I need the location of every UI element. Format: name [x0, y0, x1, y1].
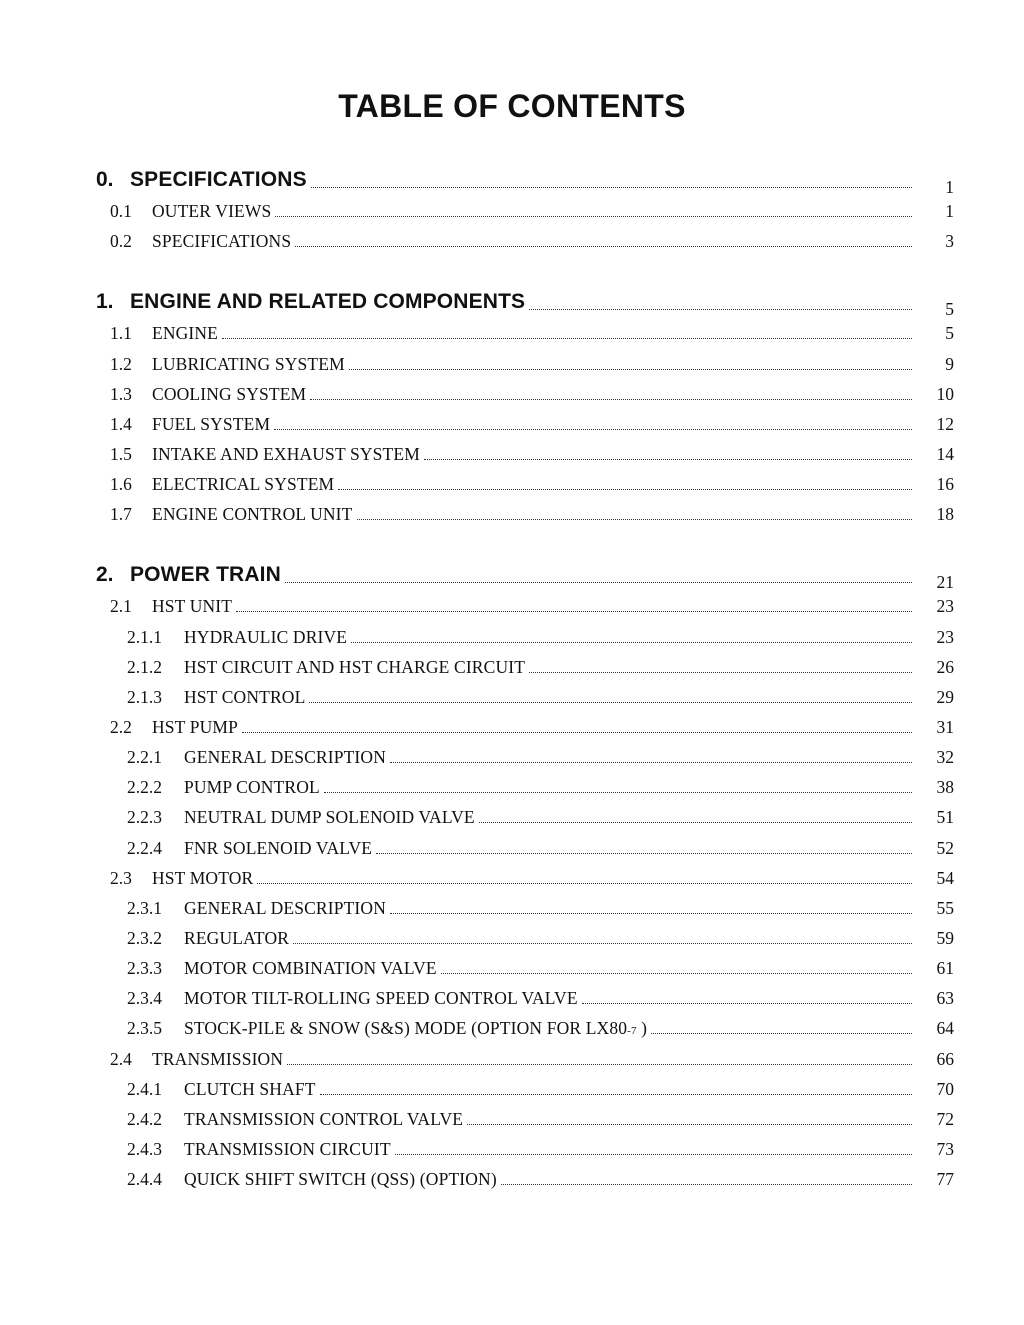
entry-page-number: 73 — [936, 1138, 954, 1159]
dot-leader — [582, 1003, 912, 1004]
toc-chapter-entry[interactable] — [96, 284, 954, 320]
dot-leader — [424, 459, 912, 460]
entry-page-number: 72 — [936, 1108, 954, 1129]
dot-leader — [309, 702, 912, 703]
entry-number: 2.4 — [110, 1048, 132, 1069]
entry-number: 1.3 — [110, 383, 132, 404]
entry-number: 2.2.4 — [127, 837, 162, 858]
dot-leader — [236, 611, 912, 612]
toc-section-entry[interactable] — [96, 465, 954, 495]
entry-number: 2.3.4 — [127, 988, 162, 1009]
entry-page-number: 1 — [945, 201, 954, 222]
entry-page-number: 12 — [936, 413, 954, 434]
entry-page-number: 10 — [936, 383, 954, 404]
entry-page-number: 5 — [945, 323, 954, 344]
entry-number: 2.1.3 — [127, 686, 162, 707]
entry-page-number: 5 — [945, 299, 954, 320]
toc-section-entry[interactable] — [96, 859, 954, 889]
entry-label: OUTER VIEWS — [152, 201, 272, 222]
entry-number: 2.3.1 — [127, 897, 162, 918]
entry-number: 2.4.4 — [127, 1169, 162, 1190]
entry-page-number: 29 — [936, 686, 954, 707]
entry-page-number: 18 — [936, 504, 954, 525]
toc-subsection-entry[interactable] — [96, 889, 954, 919]
toc-section-entry[interactable] — [96, 435, 954, 465]
entry-number: 2.4.1 — [127, 1078, 162, 1099]
toc-subsection-entry[interactable] — [96, 1130, 954, 1160]
entry-number: 1.6 — [110, 474, 132, 495]
entry-number: 0. — [96, 168, 114, 191]
entry-number: 1.7 — [110, 504, 132, 525]
entry-label: HYDRAULIC DRIVE — [184, 626, 348, 647]
toc-chapter-entry[interactable] — [96, 557, 954, 593]
dot-leader — [501, 1184, 912, 1185]
dot-leader — [338, 489, 912, 490]
entry-label: FUEL SYSTEM — [152, 413, 271, 434]
entry-label: ENGINE — [152, 323, 219, 344]
entry-label: REGULATOR — [184, 927, 290, 948]
entry-number: 2. — [96, 563, 114, 587]
toc-section-entry[interactable] — [96, 192, 954, 222]
entry-page-number: 61 — [936, 958, 954, 979]
dot-leader — [351, 642, 912, 643]
entry-page-number: 64 — [936, 1018, 954, 1039]
toc-section-1 — [96, 284, 954, 525]
entry-label: HST MOTOR — [152, 867, 254, 888]
toc-subsection-entry[interactable] — [96, 617, 954, 647]
toc-subsection-entry[interactable] — [96, 768, 954, 798]
entry-number: 2.3.3 — [127, 958, 162, 979]
dot-leader — [320, 1094, 912, 1095]
entry-label: HST UNIT — [152, 596, 233, 617]
entry-number: 1.2 — [110, 353, 132, 374]
entry-label: ELECTRICAL SYSTEM — [152, 474, 335, 495]
entry-page-number: 3 — [945, 231, 954, 252]
entry-page-number: 38 — [936, 777, 954, 798]
entry-page-number: 23 — [936, 626, 954, 647]
toc-subsection-entry[interactable] — [96, 648, 954, 678]
entry-number: 0.1 — [110, 201, 132, 222]
dot-leader — [285, 582, 912, 583]
entry-label-model-suffix: -7 — [627, 1025, 637, 1038]
entry-number: 2.2.3 — [127, 807, 162, 828]
entry-page-number: 26 — [936, 656, 954, 677]
entry-page-number: 23 — [936, 596, 954, 617]
entry-label-main: STOCK-PILE & SNOW (S&S) MODE (OPTION FOR LX80 — [184, 1018, 628, 1039]
toc-subsection-entry[interactable] — [96, 919, 954, 949]
toc-subsection-entry[interactable] — [96, 678, 954, 708]
toc-subsection-entry[interactable] — [96, 798, 954, 828]
entry-page-number: 31 — [936, 716, 954, 737]
dot-leader — [310, 399, 912, 400]
dot-leader — [275, 216, 912, 217]
toc-section-entry[interactable] — [96, 375, 954, 405]
entry-label: SPECIFICATIONS — [130, 168, 307, 191]
dot-leader — [529, 309, 912, 310]
page-title: TABLE OF CONTENTS — [338, 88, 686, 124]
entry-page-number: 52 — [936, 837, 954, 858]
entry-page-number: 54 — [936, 867, 954, 888]
entry-label: GENERAL DESCRIPTION — [184, 747, 386, 768]
dot-leader — [529, 672, 912, 673]
toc-section-2 — [96, 557, 954, 1190]
entry-number: 2.3.2 — [127, 927, 162, 948]
entry-label: FNR SOLENOID VALVE — [184, 837, 373, 858]
dot-leader — [311, 187, 912, 188]
toc-section-entry[interactable] — [96, 708, 954, 738]
dot-leader — [349, 369, 912, 370]
entry-page-number: 16 — [936, 474, 954, 495]
toc-subsection-entry[interactable] — [96, 1009, 954, 1039]
entry-page-number: 77 — [936, 1169, 954, 1190]
toc-subsection-entry[interactable] — [96, 979, 954, 1009]
entry-page-number: 32 — [936, 747, 954, 768]
entry-label: TRANSMISSION CIRCUIT — [184, 1138, 391, 1159]
dot-leader — [293, 943, 912, 944]
entry-number: 1.5 — [110, 443, 132, 464]
toc-subsection-entry[interactable] — [96, 1160, 954, 1190]
entry-number: 2.2 — [110, 716, 132, 737]
dot-leader — [390, 762, 912, 763]
entry-label: MOTOR COMBINATION VALVE — [184, 958, 437, 979]
entry-number: 2.1.1 — [127, 626, 162, 647]
toc-section-entry[interactable] — [96, 1039, 954, 1069]
entry-number: 1. — [96, 290, 114, 314]
entry-number: 1.1 — [110, 323, 132, 344]
entry-page-number: 55 — [936, 897, 954, 918]
entry-label: ENGINE CONTROL UNIT — [152, 504, 353, 525]
entry-label: ENGINE AND RELATED COMPONENTS — [130, 290, 526, 314]
entry-label: HST CIRCUIT AND HST CHARGE CIRCUIT — [184, 656, 526, 677]
dot-leader — [479, 822, 912, 823]
entry-label: NEUTRAL DUMP SOLENOID VALVE — [184, 807, 475, 828]
toc-subsection-entry[interactable] — [96, 1100, 954, 1130]
dot-leader — [295, 246, 912, 247]
entry-label: QUICK SHIFT SWITCH (QSS) (OPTION) — [184, 1169, 497, 1190]
entry-number: 2.2.1 — [127, 747, 162, 768]
entry-label: HST PUMP — [152, 716, 238, 737]
entry-label: CLUTCH SHAFT — [184, 1078, 316, 1099]
entry-label: TRANSMISSION — [152, 1048, 284, 1069]
toc-subsection-entry[interactable] — [96, 828, 954, 858]
toc-section-0 — [96, 162, 954, 252]
dot-leader — [287, 1064, 912, 1065]
entry-label: LUBRICATING SYSTEM — [152, 353, 345, 374]
toc-section-entry[interactable] — [96, 495, 954, 525]
entry-label — [184, 1018, 647, 1039]
dot-leader — [257, 883, 912, 884]
entry-number: 2.1 — [110, 596, 132, 617]
toc-section-entry[interactable] — [96, 587, 954, 617]
toc-subsection-entry[interactable] — [96, 738, 954, 768]
entry-page-number: 59 — [936, 927, 954, 948]
toc-section-entry[interactable] — [96, 222, 954, 252]
entry-number: 0.2 — [110, 231, 132, 252]
entry-page-number: 14 — [936, 443, 954, 464]
dot-leader — [376, 853, 912, 854]
entry-page-number: 9 — [945, 353, 954, 374]
entry-label: MOTOR TILT-ROLLING SPEED CONTROL VALVE — [184, 988, 578, 1009]
toc-section-entry[interactable] — [96, 344, 954, 374]
entry-page-number: 63 — [936, 988, 954, 1009]
dot-leader — [390, 913, 912, 914]
entry-label: SPECIFICATIONS — [152, 231, 292, 252]
entry-label: GENERAL DESCRIPTION — [184, 897, 386, 918]
entry-page-number: 51 — [936, 807, 954, 828]
entry-number: 2.3 — [110, 867, 132, 888]
dot-leader — [324, 792, 912, 793]
entry-label-tail: ) — [636, 1018, 648, 1039]
toc-subsection-entry[interactable] — [96, 949, 954, 979]
toc-subsection-entry[interactable] — [96, 1070, 954, 1100]
entry-page-number: 1 — [945, 177, 954, 197]
entry-number: 2.1.2 — [127, 656, 162, 677]
entry-number: 2.2.2 — [127, 777, 162, 798]
toc-section-entry[interactable] — [96, 314, 954, 344]
dot-leader — [357, 519, 912, 520]
entry-label: COOLING SYSTEM — [152, 383, 307, 404]
entry-number: 2.4.2 — [127, 1108, 162, 1129]
entry-number: 2.3.5 — [127, 1018, 162, 1039]
table-of-contents — [96, 162, 954, 1190]
entry-label: HST CONTROL — [184, 686, 306, 707]
entry-label: INTAKE AND EXHAUST SYSTEM — [152, 443, 420, 464]
toc-section-entry[interactable] — [96, 405, 954, 435]
entry-page-number: 21 — [936, 572, 954, 593]
dot-leader — [467, 1124, 912, 1125]
toc-chapter-entry[interactable] — [96, 162, 954, 197]
entry-label: TRANSMISSION CONTROL VALVE — [184, 1108, 464, 1129]
dot-leader — [274, 429, 912, 430]
entry-page-number: 66 — [936, 1048, 954, 1069]
entry-page-number: 70 — [936, 1078, 954, 1099]
entry-label: PUMP CONTROL — [184, 777, 320, 798]
dot-leader — [651, 1033, 912, 1034]
entry-label: POWER TRAIN — [130, 563, 281, 587]
dot-leader — [242, 732, 912, 733]
dot-leader — [441, 973, 912, 974]
dot-leader — [395, 1154, 912, 1155]
dot-leader — [222, 338, 912, 339]
entry-number: 2.4.3 — [127, 1138, 162, 1159]
entry-number: 1.4 — [110, 413, 132, 434]
